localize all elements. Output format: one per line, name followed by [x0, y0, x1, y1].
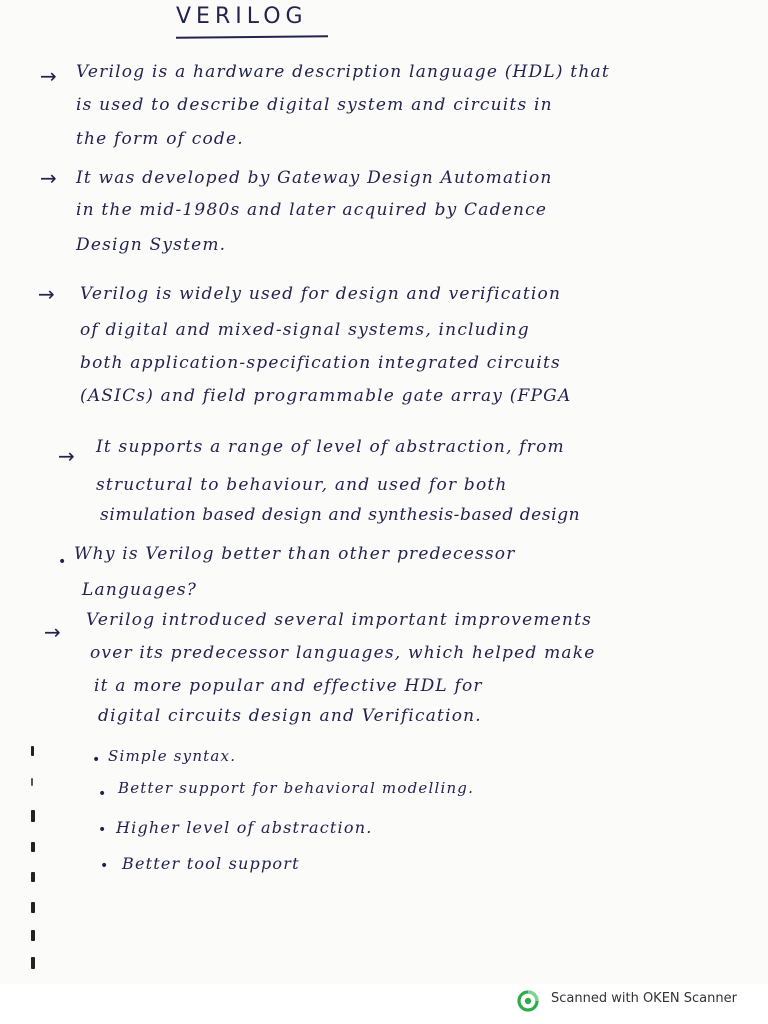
margin-mark	[31, 872, 35, 882]
bullet-item: Simple syntax.	[108, 747, 237, 765]
bullet-icon: •	[100, 858, 109, 874]
title-underline	[176, 35, 328, 39]
bullet-item: Higher level of abstraction.	[116, 818, 373, 837]
bullet-icon: •	[92, 752, 101, 768]
paragraph-1-line-2: is used to describe digital system and circuits in	[76, 95, 553, 115]
paragraph-4-line-3: simulation based design and synthesis-based design	[100, 505, 581, 525]
paragraph-5-line-2: over its predecessor languages, which helped make	[90, 643, 596, 663]
bullet-icon: •	[98, 786, 107, 802]
paragraph-2-line-3: Design System.	[76, 235, 227, 255]
arrow-icon: →	[58, 444, 75, 468]
paragraph-5-line-3: it a more popular and effective HDL for	[94, 676, 483, 696]
page-title: VERILOG	[176, 4, 308, 29]
bullet-icon: •	[58, 554, 67, 570]
arrow-icon: →	[44, 620, 61, 644]
paragraph-2-line-1: It was developed by Gateway Design Automation	[76, 168, 553, 188]
arrow-icon: →	[40, 64, 57, 88]
paragraph-4-line-1: It supports a range of level of abstraction, from	[96, 437, 565, 457]
margin-mark	[31, 957, 35, 969]
margin-mark	[31, 778, 33, 786]
paragraph-5-line-1: Verilog introduced several important improvements	[86, 610, 593, 630]
arrow-icon: →	[38, 282, 55, 306]
margin-mark	[31, 930, 35, 941]
paragraph-1-line-3: the form of code.	[76, 129, 244, 149]
margin-mark	[31, 902, 35, 913]
margin-mark	[31, 842, 35, 852]
paragraph-2-line-2: in the mid-1980s and later acquired by Cadence	[76, 200, 548, 220]
paragraph-3-line-1: Verilog is widely used for design and verification	[80, 284, 562, 304]
bullet-icon: •	[98, 822, 107, 838]
arrow-icon: →	[40, 166, 57, 190]
paragraph-3-line-2: of digital and mixed-signal systems, including	[80, 320, 530, 340]
paragraph-3-line-3: both application-specification integrated circuits	[80, 353, 561, 373]
scanner-watermark-text: Scanned with OKEN Scanner	[551, 991, 737, 1006]
paragraph-1-line-1: Verilog is a hardware description language (HDL) that	[76, 62, 610, 82]
paragraph-3-line-4: (ASICs) and field programmable gate array (FPGA	[80, 386, 572, 406]
paragraph-4-line-2: structural to behaviour, and used for both	[96, 475, 508, 495]
margin-mark	[31, 810, 35, 822]
margin-mark	[31, 746, 34, 756]
bullet-item: Better tool support	[122, 854, 300, 873]
oken-scanner-logo-icon	[517, 990, 539, 1012]
question-line-2: Languages?	[82, 580, 198, 600]
paragraph-5-line-4: digital circuits design and Verification.	[98, 706, 482, 726]
question-line-1: Why is Verilog better than other predecessor	[74, 544, 516, 564]
bullet-item: Better support for behavioral modelling.	[118, 779, 475, 797]
